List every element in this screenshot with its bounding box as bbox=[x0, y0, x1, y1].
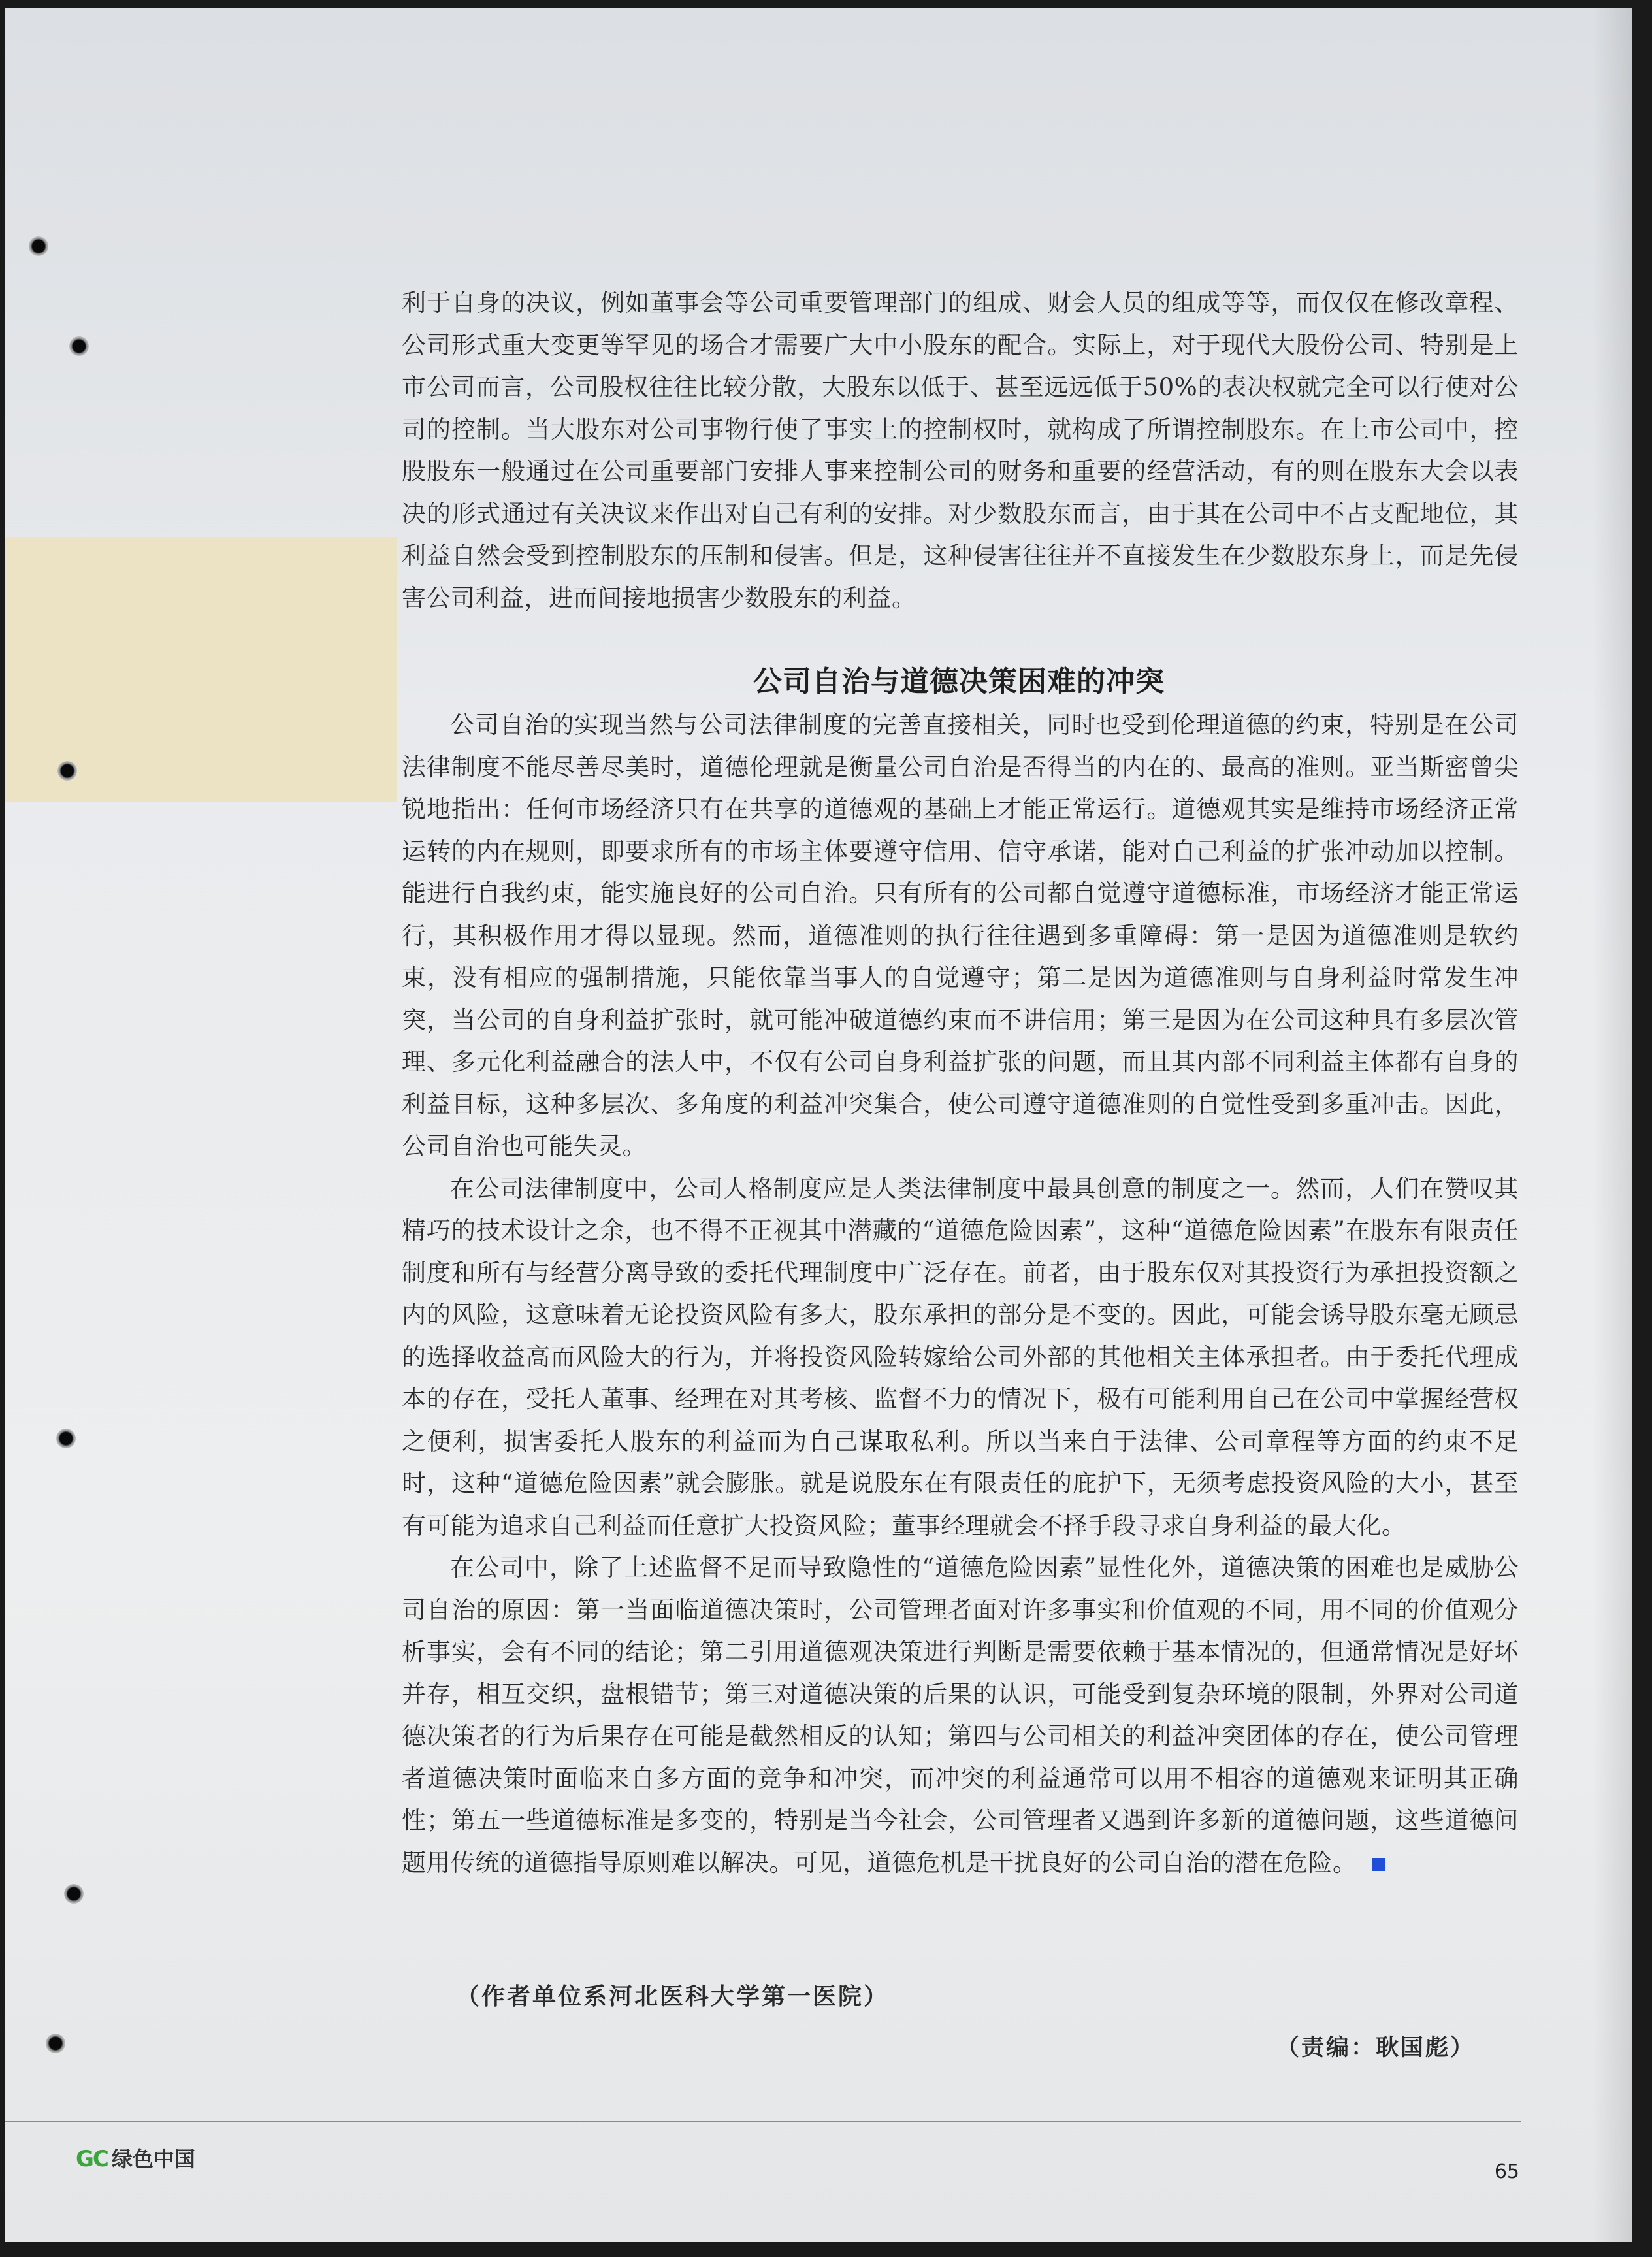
end-of-article-square-icon bbox=[1372, 1858, 1385, 1871]
section-heading: 公司自治与道德决策困难的冲突 bbox=[753, 665, 1165, 698]
editor-credit: （责编：耿国彪） bbox=[1276, 2034, 1475, 2061]
page-number: 65 bbox=[1494, 2160, 1519, 2183]
footer-divider bbox=[5, 2121, 1521, 2122]
binding-hole bbox=[29, 236, 48, 256]
binding-hole bbox=[64, 1884, 84, 1904]
binding-hole bbox=[57, 761, 77, 781]
paragraph: 公司自治的实现当然与公司法律制度的完善直接相关，同时也受到伦理道德的约束，特别是在公司法律制度不能尽善尽美时，道德伦理就是衡量公司自治是否得当的内在的、最高的准则。亚当斯密曾尖锐地指出：任何市场经济只有在共享的道德观的基础上才能正常运行。道德观其实是维持市场经济正常运转的内在规则，即要求所有的市场主体要遵守信用、信守承诺，能对自己利益的扩张冲动加以控制。能进行自我约束，能实施良好的公司自治。只有所有的公司都自觉遵守道德标准，市场经济才能正常运行，其积极作用才得以显现。然而，道德准则的执行往往遇到多重障碍：第一是因为道德准则是软约束，没有相应的强制措施，只能依靠当事人的自觉遵守；第二是因为道德准则与自身利益时常发生冲突，当公司的自身利益扩张时，就可能冲破道德约束而不讲信用；第三是因为在公司这种具有多层次管理、多元化利益融合的法人中，不仅有公司自身利益扩张的问题，而且其内部不同利益主体都有自身的利益目标，这种多层次、多角度的利益冲突集合，使公司遵守道德准则的自觉性受到多重冲击。因此，公司自治也可能失灵。 bbox=[402, 711, 1519, 1160]
gc-logo-icon: GC bbox=[76, 2146, 108, 2172]
paragraph bbox=[402, 1547, 1519, 1884]
magazine-page bbox=[5, 8, 1632, 2242]
binding-hole bbox=[69, 336, 89, 356]
article-body-section bbox=[402, 704, 1519, 1884]
paragraph: 利于自身的决议，例如董事会等公司重要管理部门的组成、财会人员的组成等等，而仅仅在修改章程、公司形式重大变更等罕见的场合才需要广大中小股东的配合。实际上，对于现代大股份公司、特别是上市公司而言，公司股权往往比较分散，大股东以低于、甚至远远低于50%的表决权就完全可以行使对公司的控制。当大股东对公司事物行使了事实上的控制权时，就构成了所谓控制股东。在上市公司中，控股股东一般通过在公司重要部门安排人事来控制公司的财务和重要的经营活动，有的则在股东大会以表决的形式通过有关决议来作出对自己有利的安排。对少数股东而言，由于其在公司中不占支配地位，其利益自然会受到控制股东的压制和侵害。但是，这种侵害往往并不直接发生在少数股东身上，而是先侵害公司利益，进而间接地损害少数股东的利益。 bbox=[402, 289, 1519, 612]
author-affiliation: （作者单位系河北医科大学第一医院） bbox=[456, 1983, 890, 2010]
magazine-logo bbox=[76, 2143, 195, 2173]
page-edge-shadow bbox=[1593, 8, 1632, 2242]
article-body-top bbox=[402, 282, 1519, 619]
paragraph: 在公司法律制度中，公司人格制度应是人类法律制度中最具创意的制度之一。然而，人们在赞叹其精巧的技术设计之余，也不得不正视其中潜藏的“道德危险因素”，这种“道德危险因素”在股东有限责任制度和所有与经营分离导致的委托代理制度中广泛存在。前者，由于股东仅对其投资行为承担投资额之内的风险，这意味着无论投资风险有多大，股东承担的部分是不变的。因此，可能会诱导股东毫无顾忌的选择收益高而风险大的行为，并将投资风险转嫁给公司外部的其他相关主体承担者。由于委托代理成本的存在，受托人董事、经理在对其考核、监督不力的情况下，极有可能利用自己在公司中掌握经营权之便利，损害委托人股东的利益而为自己谋取私利。所以当来自于法律、公司章程等方面的约束不足时，这种“道德危险因素”就会膨胀。就是说股东在有限责任的庇护下，无须考虑投资风险的大小，甚至有可能为追求自己利益而任意扩大投资风险；董事经理就会不择手段寻求自身利益的最大化。 bbox=[402, 1174, 1519, 1540]
binding-hole bbox=[46, 2034, 65, 2053]
paragraph-text: 在公司中，除了上述监督不足而导致隐性的“道德危险因素”显性化外，道德决策的困难也是威胁公司自治的原因：第一当面临道德决策时，公司管理者面对许多事实和价值观的不同，用不同的价值观分析事实，会有不同的结论；第二引用道德观决策进行判断是需要依赖于基本情况的，但通常情况是好坏并存，相互交织，盘根错节；第三对道德决策的后果的认识，可能受到复杂环境的限制，外界对公司道德决策者的行为后果存在可能是截然相反的认知；第四与公司相关的利益冲突团体的存在，使公司管理者道德决策时面临来自多方面的竞争和冲突，而冲突的利益通常可以用不相容的道德观来证明其正确性；第五一些道德标准是多变的，特别是当今社会，公司管理者又遇到许多新的道德问题，这些道德问题用传统的道德指导原则难以解决。可见，道德危机是干扰良好的公司自治的潜在危险。 bbox=[402, 1553, 1519, 1877]
magazine-name: 绿色中国 bbox=[111, 2147, 195, 2171]
binding-hole bbox=[56, 1429, 76, 1448]
